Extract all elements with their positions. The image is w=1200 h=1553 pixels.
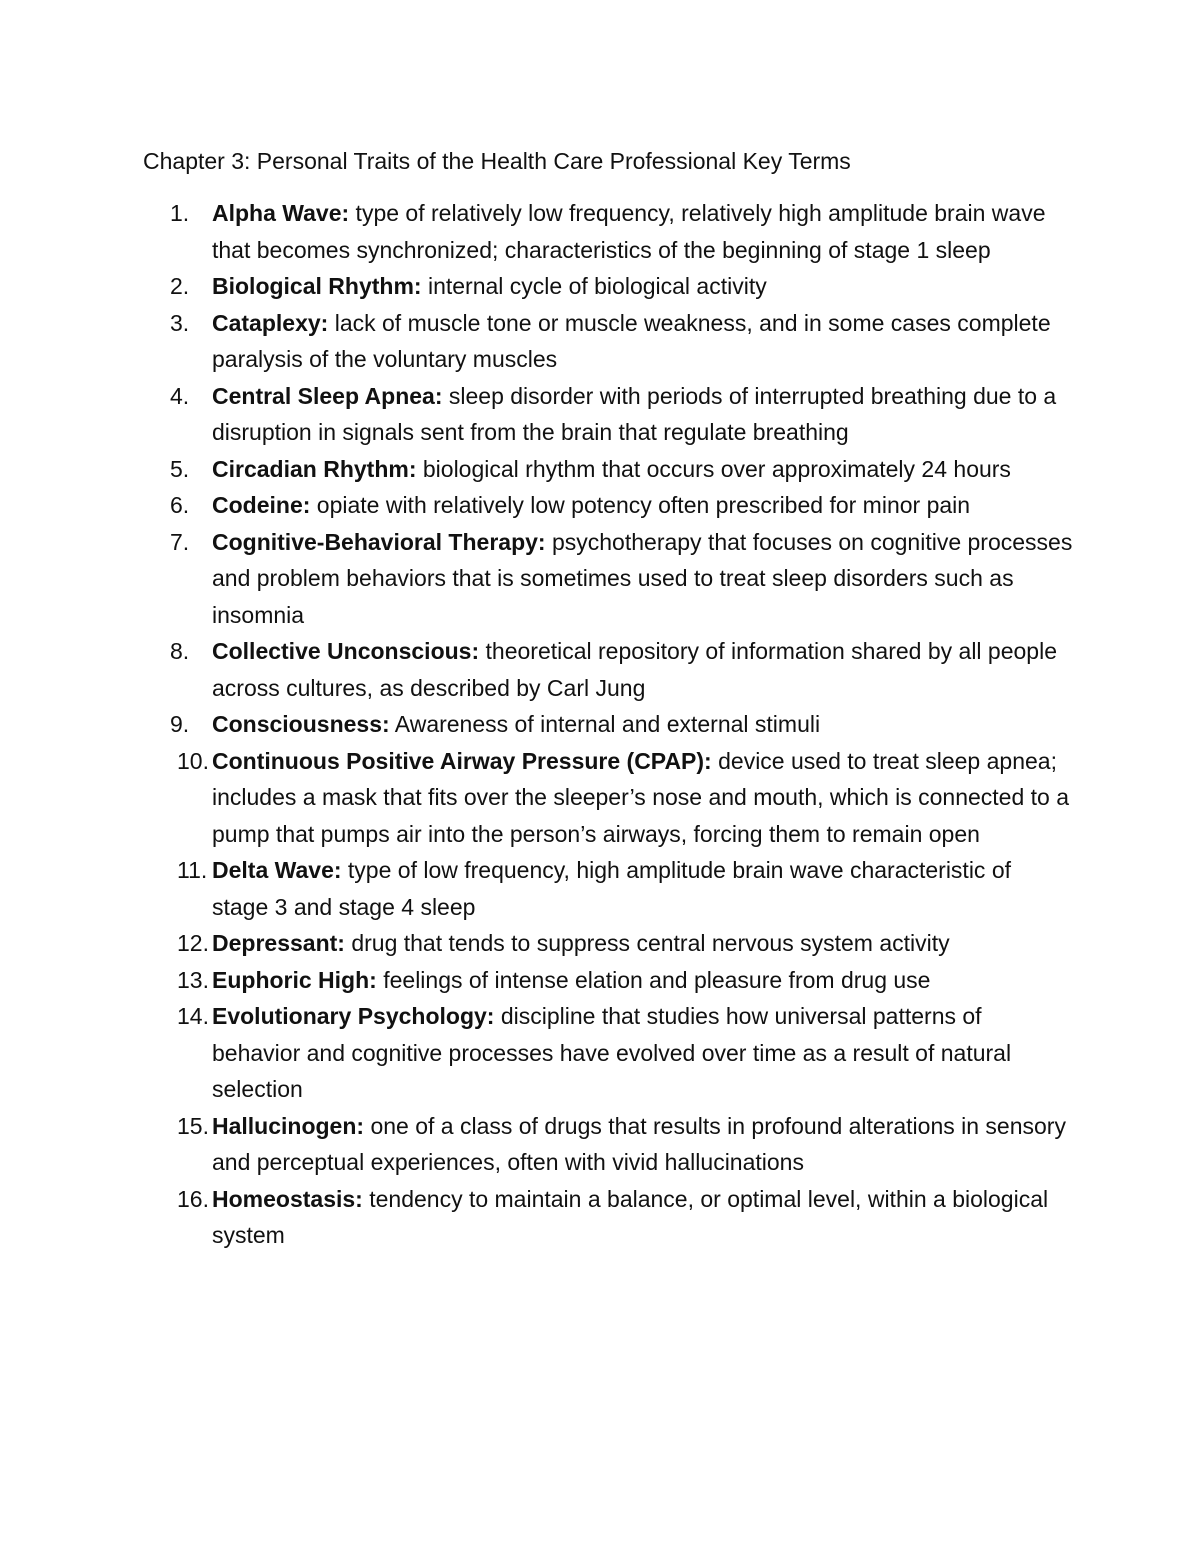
item-number: 8. [170, 638, 190, 664]
list-item [143, 633, 1073, 706]
item-number: 5. [170, 455, 190, 482]
term-definition: feelings of intense elation and pleasure from drug use [376, 966, 931, 993]
key-terms-list [143, 195, 1073, 1254]
term-name: Central Sleep Apnea: [212, 382, 443, 409]
term-definition: sleep disorder with periods of interrupted breathing due to a disruption in signals sent from the brain that regulate breathing [212, 382, 1057, 445]
term-definition: psychotherapy that focuses on cognitive processes and problem behaviors that is sometimes used to treat sleep disorders such as insomnia [212, 528, 1073, 628]
list-item [143, 305, 1073, 378]
item-number: 4. [170, 382, 190, 409]
list-item [143, 962, 1073, 999]
item-number: 12. [177, 930, 209, 956]
item-number: 2. [170, 273, 190, 299]
term-name: Depressant: [212, 930, 345, 956]
item-number: 6. [170, 492, 190, 518]
list-item [143, 1108, 1073, 1181]
term-name: Consciousness: [212, 711, 390, 737]
term-name: Codeine: [212, 492, 311, 518]
term-name: Circadian Rhythm: [212, 455, 417, 482]
list-item [143, 195, 1073, 268]
term-definition: tendency to maintain a balance, or optimal level, within a biological system [212, 1185, 1049, 1248]
term-definition: device used to treat sleep apnea; includes a mask that fits over the sleeper’s nose and mouth, which is connected to a pump that pumps air into the person’s airways, forcing them to remain open [212, 747, 1070, 847]
term-definition: theoretical repository of information shared by all people across cultures, as described by Carl Jung [212, 638, 1057, 701]
item-number: 3. [170, 309, 190, 336]
term-name: Biological Rhythm: [212, 273, 422, 299]
list-item [143, 524, 1073, 634]
term-name: Collective Unconscious: [212, 638, 480, 664]
term-definition: type of relatively low frequency, relatively high amplitude brain wave that becomes synchronized; characteristics of the beginning of stage 1 sleep [212, 200, 1046, 263]
term-name: Continuous Positive Airway Pressure (CPAP): [212, 747, 712, 774]
list-item [143, 378, 1073, 451]
term-definition: type of low frequency, high amplitude brain wave characteristic of stage 3 and stage 4 sleep [212, 857, 1012, 920]
list-item [143, 852, 1073, 925]
item-number: 11. [177, 857, 208, 883]
item-number: 14. [177, 1003, 209, 1029]
list-item [143, 925, 1073, 962]
item-number: 1. [170, 200, 190, 226]
list-item [143, 487, 1073, 524]
list-item [143, 998, 1073, 1108]
item-number: 10. [177, 747, 209, 774]
item-number: 16. [177, 1185, 209, 1212]
term-name: Cataplexy: [212, 309, 329, 336]
term-definition: one of a class of drugs that results in profound alterations in sensory and perceptual experiences, often with vivid hallucinations [212, 1112, 1066, 1175]
list-item [143, 268, 1073, 305]
term-name: Homeostasis: [212, 1185, 363, 1212]
term-definition: Awareness of internal and external stimuli [389, 711, 821, 737]
term-name: Hallucinogen: [212, 1112, 365, 1139]
term-definition: opiate with relatively low potency often prescribed for minor pain [310, 492, 971, 518]
term-definition: discipline that studies how universal patterns of behavior and cognitive processes have evolved over time as a result of natural selection [212, 1003, 1012, 1102]
list-item [143, 451, 1073, 488]
list-item [143, 1181, 1073, 1254]
list-item [143, 706, 1073, 743]
term-name: Euphoric High: [212, 966, 377, 993]
term-definition: drug that tends to suppress central nervous system activity [344, 930, 950, 956]
term-definition: lack of muscle tone or muscle weakness, and in some cases complete paralysis of the voluntary muscles [212, 309, 1051, 372]
item-number: 9. [170, 711, 190, 737]
term-name: Cognitive-Behavioral Therapy: [212, 528, 546, 555]
list-item [143, 743, 1073, 853]
document-title: Chapter 3: Personal Traits of the Health Care Professional Key Terms [143, 148, 851, 174]
term-name: Alpha Wave: [212, 200, 350, 226]
item-number: 15. [177, 1112, 209, 1139]
item-number: 13. [177, 966, 209, 993]
item-number: 7. [170, 528, 190, 555]
term-definition: biological rhythm that occurs over approximately 24 hours [416, 455, 1011, 482]
term-name: Delta Wave: [212, 857, 342, 883]
term-definition: internal cycle of biological activity [421, 273, 767, 299]
term-name: Evolutionary Psychology: [212, 1003, 495, 1029]
